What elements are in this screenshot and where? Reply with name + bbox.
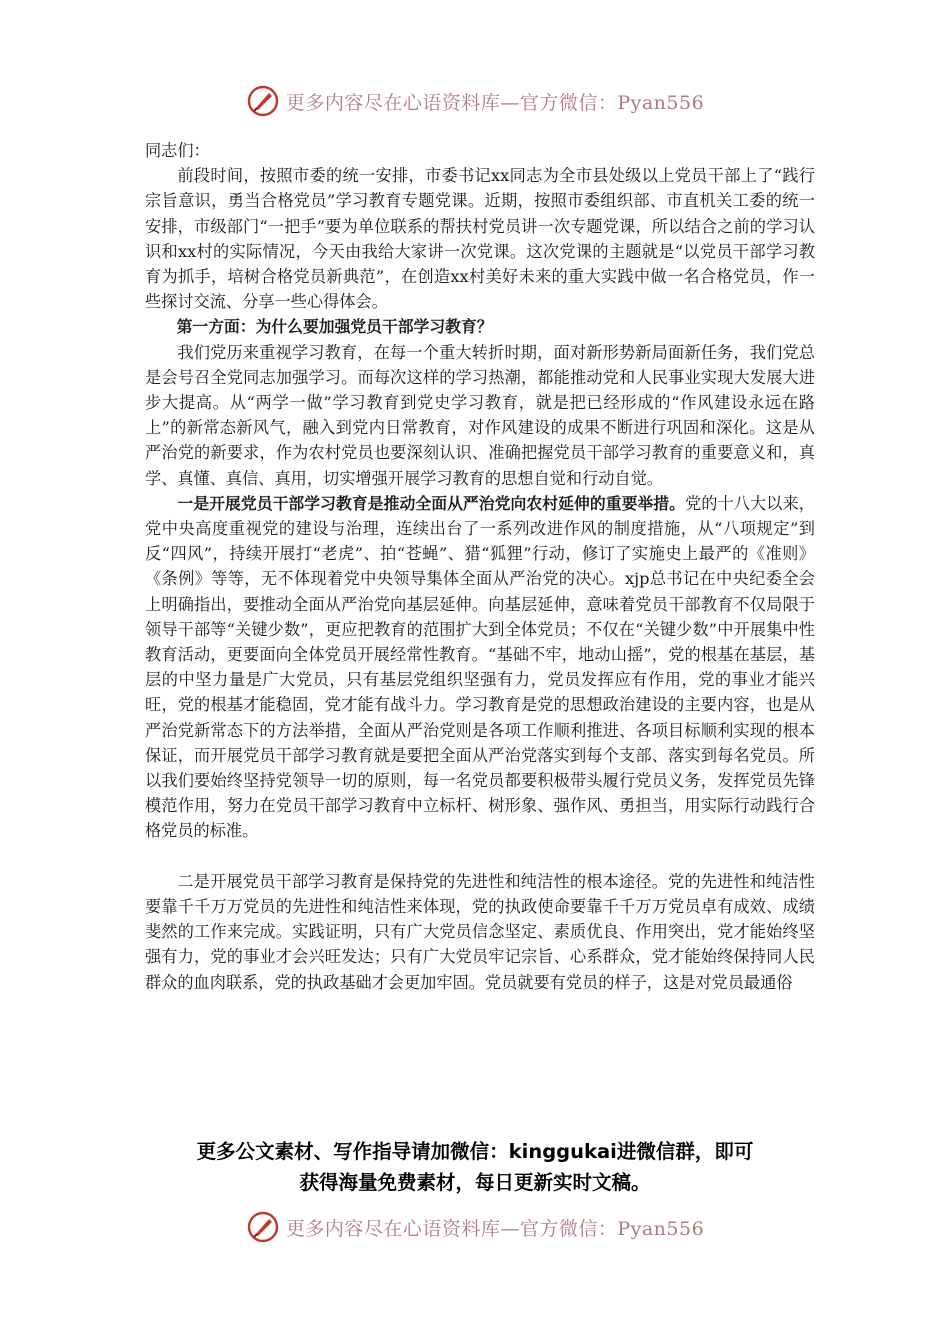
banner-inner (246, 1210, 704, 1244)
banner-text: 更多内容尽在心语资料库—官方微信：Pyan556 (285, 91, 705, 114)
document-body (145, 138, 815, 995)
paragraph-spacer (145, 844, 815, 869)
promo-notice (100, 1136, 850, 1198)
banner-inner (246, 84, 704, 118)
section-heading: 第一方面：为什么要加强党员干部学习教育？ (176, 317, 493, 337)
paragraph-point-one (145, 491, 815, 844)
promo-line-2: 获得海量免费素材，每日更新实时文稿。 (299, 1171, 651, 1194)
quill-pen-logo-icon (246, 1210, 280, 1244)
quill-pen-logo-icon (246, 84, 280, 118)
footer-watermark-banner (0, 1205, 950, 1249)
point-one-lead: 一是开展党员干部学习教育是推动全面从严治党向农村延伸的重要举措。 (177, 493, 686, 513)
banner-text: 更多内容尽在心语资料库—官方微信：Pyan556 (285, 1217, 705, 1240)
header-watermark-banner (0, 79, 950, 123)
promo-line-1: 更多公文素材、写作指导请加微信：kinggukai进微信群，即可 (196, 1140, 754, 1163)
paragraph-point-two: 二是开展党员干部学习教育是保持党的先进性和纯洁性的根本途径。党的先进性和纯洁性要靠千千万万党员的先进性和纯洁性来体现，党的执政使命要靠千千万万党员卓有成效、成绩斐然的工作来完成。实践证明，只有广大党员信念坚定、素质优良、作用突出，党才能始终坚强有力，党的事业才会兴旺发达；只有广大党员牢记宗旨、心系群众，党才能始终保持同人民群众的血肉联系，党的执政基础才会更加牢固。党员就要有党员的样子，这是对党员最通俗 (145, 871, 815, 992)
point-one-body: 党的十八大以来，党中央高度重视党的建设与治理，连续出台了一系列改进作风的制度措施，从“八项规定”到反“四风”，持续开展打“老虎”、拍“苍蝇”、猎“狐狸”行动，修订了实施史上最严的《准则》《条例》等等，无不体现着党中央领导集体全面从严治党的决心。xjp总书记在中央纪委全会上明确指出，要推动全面从严治党向基层延伸。向基层延伸，意味着党员干部教育不仅局限于领导干部等“关键少数”，更应把教育的范围扩大到全体党员；不仅在“关键少数”中开展集中性教育活动，更要面向全体党员开展经常性教育。“基础不牢，地动山摇”，党的根基在基层，基层的中坚力量是广大党员，只有基层党组织坚强有力，党员发挥应有作用，党的事业才能兴旺，党的根基才能稳固，党才能有战斗力。学习教育是党的思想政治建设的主要内容，也是从严治党新常态下的方法举措，全面从严治党则是各项工作顺利推进、各项目标顺利实现的根本保证，而开展党员干部学习教育就是要把全面从严治党落实到每个支部、落实到每名党员。所以我们要始终坚持党领导一切的原则，每一名党员都要积极带头履行党员义务，发挥党员先锋模范作用，努力在党员干部学习教育中立标杆、树形象、强作风、勇担当，用实际行动践行合格党员的标准。 (145, 493, 815, 841)
paragraph-why-study: 我们党历来重视学习教育，在每一个重大转折时期，面对新形势新局面新任务，我们党总是会号召全党同志加强学习。而每次这样的学习热潮，都能推动党和人民事业实现大发展大进步大提高。从“两学一做”学习教育到党史学习教育，就是把已经形成的“作风建设永远在路上”的新常态新风气，融入到党内日常教育，对作风建设的成果不断进行巩固和深化。这是从严治党的新要求，作为农村党员也要深刻认识、准确把握党员干部学习教育的重要意义和，真学、真懂、真信、真用，切实增强开展学习教育的思想自觉和行动自觉。 (145, 342, 815, 488)
paragraph-intro: 前段时间，按照市委的统一安排，市委书记xx同志为全市县处级以上党员干部上了“践行宗旨意识，勇当合格党员”学习教育专题党课。近期，按照市委组织部、市直机关工委的统一安排，市级部门“一把手”要为单位联系的帮扶村党员讲一次专题党课，所以结合之前的学习认识和xx村的实际情况，今天由我给大家讲一次党课。这次党课的主题就是“以党员干部学习教育为抓手，培树合格党员新典范”，在创造xx村美好未来的重大实践中做一名合格党员，作一些探讨交流、分享一些心得体会。 (145, 166, 815, 312)
greeting: 同志们： (145, 141, 210, 160)
